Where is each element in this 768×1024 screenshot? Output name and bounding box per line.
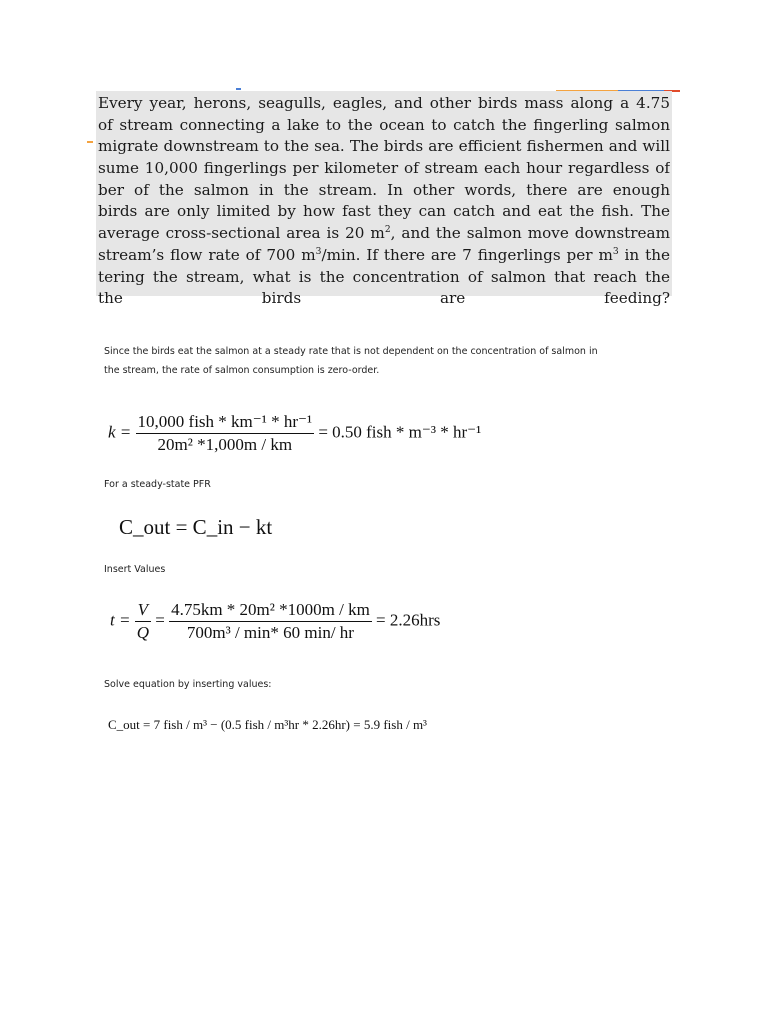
blue-mark bbox=[236, 88, 241, 90]
equation-final: C_out = 7 fish / m³ − (0.5 fish / m³hr * 2.26hr) = 5.9 fish / m³ bbox=[108, 717, 427, 732]
problem-line: ber of the salmon in the stream. In other words, there are enough bbox=[98, 180, 670, 199]
problem-statement bbox=[96, 91, 672, 308]
problem-line: average cross-sectional area is 20 $m^2$, and the salmon move downstream bbox=[98, 224, 670, 243]
problem-line: tering the stream, what is the concentration of salmon that reach the bbox=[98, 267, 670, 286]
label-insert-values: Insert Values bbox=[104, 564, 166, 575]
problem-line: of stream connecting a lake to the ocean to catch the fingerling salmon bbox=[98, 115, 670, 134]
equation-t: t = $\frac{V}{Q}$ = $\frac{\text{4.75km * 20m² *1000m / km}}{\text{700m³ / min* 60 min/ hr}}$ = 2.26hrs bbox=[110, 600, 441, 642]
problem-line: Every year, herons, seagulls, eagles, and other birds mass along a 4.75 bbox=[98, 94, 670, 112]
equation-pfr: C_out = C_in − kt bbox=[119, 515, 273, 539]
label-solve: Solve equation by inserting values: bbox=[104, 679, 272, 690]
problem-line: birds are only limited by how fast they can catch and eat the fish. The bbox=[98, 202, 670, 221]
equation-k: k = $\frac{\text{10,000 fish * km⁻¹ * hr⁻¹}}{\text{20m² *1,000m / km}}$ = 0.50 fish * m⁻³ * hr⁻¹ bbox=[108, 412, 482, 454]
solution-intro-line: Since the birds eat the salmon at a steady rate that is not dependent on the concentration of salmon in bbox=[104, 346, 598, 357]
label-pfr: For a steady-state PFR bbox=[104, 479, 211, 490]
problem-line: migrate downstream to the sea. The birds are efficient fishermen and will bbox=[98, 137, 670, 156]
problem-line: sume 10,000 fingerlings per kilometer of stream each hour regardless of bbox=[98, 159, 670, 178]
problem-line: the birds are feeding? bbox=[98, 289, 670, 308]
solution-intro-line: the stream, the rate of salmon consumption is zero-order. bbox=[104, 365, 380, 376]
problem-line: stream’s flow rate of 700 $m^3/\min$. If there are 7 fingerlings per $m^3$ in the bbox=[98, 245, 670, 264]
orange-mark bbox=[87, 141, 93, 143]
